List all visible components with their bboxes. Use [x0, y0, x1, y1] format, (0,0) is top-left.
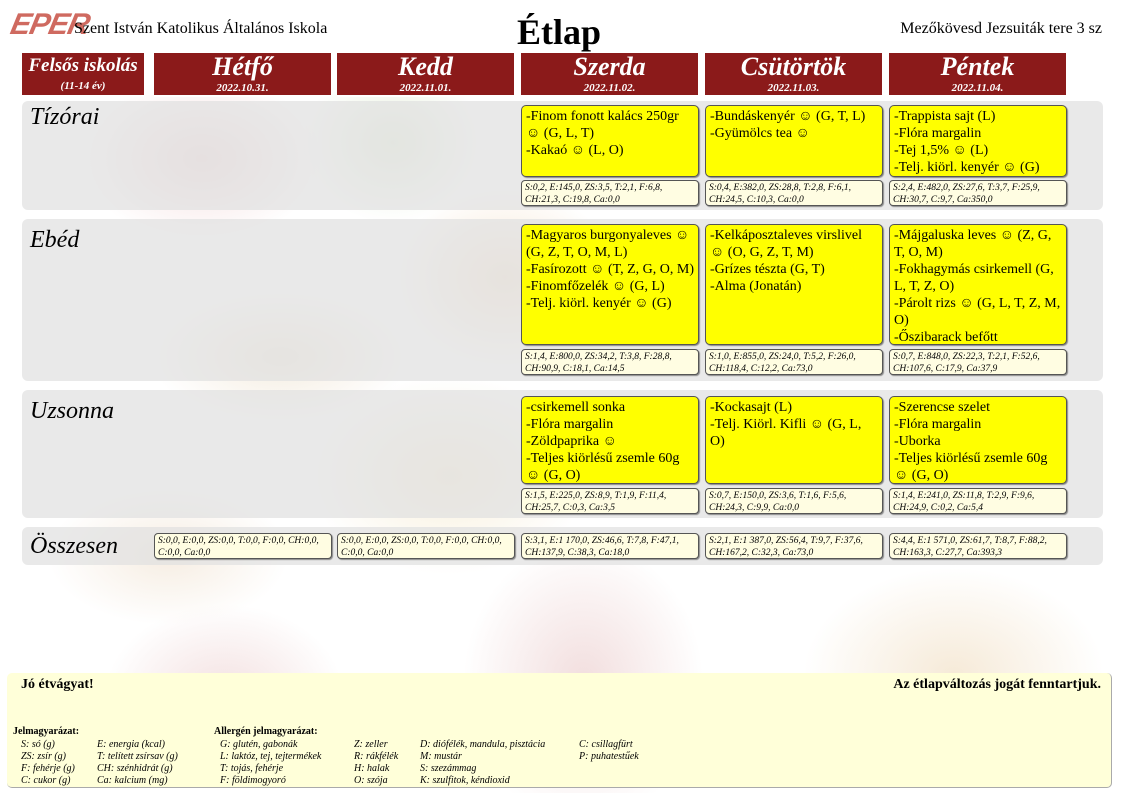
- day-name: Szerda: [573, 52, 646, 81]
- allergen-entry: F: földimogyoró: [220, 775, 286, 786]
- day-date: 2022.11.03.: [767, 82, 820, 94]
- nutrition-wednesday-tizorai: S:0,2, E:145,0, ZS:3,5, T:2,1, F:6,8, CH:21,3, C:19,8, Ca:0,0: [521, 180, 699, 206]
- day-header-monday: [154, 53, 331, 97]
- allergen-entry: S: szezámmag: [420, 763, 477, 774]
- page-title: Étlap: [517, 12, 602, 52]
- menu-wednesday-uzsonna: [521, 396, 699, 484]
- menu-item: -Telj. kiörl. kenyér ☺ (G): [526, 296, 672, 311]
- menu-item: (G, Z, T, O, M, L): [526, 245, 628, 260]
- legend-entry: F: fehérje (g): [21, 763, 75, 774]
- menu-item: -Flóra margalin: [526, 417, 614, 432]
- menu-item: -Finomfőzelék ☺ (G, L): [526, 279, 665, 294]
- allergen-entry: P: puhatestűek: [579, 751, 639, 762]
- menu-thursday-uzsonna: [705, 396, 883, 484]
- menu-item: -Telj. Kiörl. Kifli ☺ (G, L,: [710, 417, 862, 432]
- group-age: (11-14 év): [60, 80, 106, 92]
- menu-item: -Bundáskenyér ☺ (G, T, L): [710, 109, 866, 124]
- total-friday: S:4,4, E:1 571,0, ZS:61,7, T:8,7, F:88,2, CH:163,3, C:27,7, Ca:393,3: [889, 533, 1067, 559]
- allergen-column: [420, 739, 545, 787]
- menu-item: -Szerencse szelet: [894, 400, 990, 415]
- allergen-entry: G: glutén, gabonák: [220, 739, 298, 750]
- school-name: Szent István Katolikus Általános Iskola: [74, 20, 328, 37]
- legend-entry: S: só (g): [21, 739, 55, 750]
- legend-entry: CH: szénhidrát (g): [97, 763, 173, 774]
- menu-item: L, T, Z, O): [894, 279, 955, 294]
- day-name: Csütörtök: [740, 52, 847, 81]
- menu-item: -Uborka: [894, 434, 941, 449]
- menu-item: ☺ (O, G, Z, T, M): [710, 245, 814, 260]
- legend-title: Jelmagyarázat:: [13, 726, 80, 737]
- day-date: 2022.10.31.: [216, 82, 269, 94]
- allergen-entry: L: laktóz, tej, tejtermékek: [220, 751, 322, 762]
- legend-entry: E: energia (kcal): [97, 739, 165, 750]
- menu-item: T, O, M): [894, 245, 943, 260]
- allergen-entry: Z: zeller: [354, 739, 388, 750]
- nutrition-friday-tizorai: S:2,4, E:482,0, ZS:27,6, T:3,7, F:25,9, CH:30,7, C:9,7, Ca:350,0: [889, 180, 1067, 206]
- menu-item: O): [894, 313, 909, 328]
- school-address: Mezőkövesd Jezsuiták tere 3 sz: [900, 20, 1102, 37]
- day-date: 2022.11.01.: [399, 82, 452, 94]
- day-date: 2022.11.04.: [951, 82, 1004, 94]
- menu-item: -Őszibarack befőtt: [894, 330, 998, 345]
- allergen-column: [579, 739, 639, 763]
- menu-thursday-ebed: [705, 224, 883, 345]
- legend-entry: ZS: zsír (g): [21, 751, 67, 762]
- meal-label-ebed: Ebéd: [30, 227, 80, 253]
- menu-wednesday-tizorai: [521, 105, 699, 177]
- allergen-column: [354, 739, 398, 787]
- allergen-entry: K: szulfitok, kéndioxid: [420, 775, 510, 786]
- menu-friday-uzsonna: [889, 396, 1067, 484]
- day-header-thursday: [705, 53, 882, 97]
- day-header-wednesday: [521, 53, 698, 97]
- menu-item: -Kockasajt (L): [710, 400, 793, 415]
- menu-item: -Fasírozott ☺ (T, Z, G, O, M): [526, 262, 695, 277]
- nutrition-thursday-uzsonna: S:0,7, E:150,0, ZS:3,6, T:1,6, F:5,6, CH:24,3, C:9,9, Ca:0,0: [705, 488, 883, 514]
- menu-wednesday-ebed: [521, 224, 699, 345]
- menu-item: ☺ (G, O): [526, 468, 581, 483]
- legend-column: [97, 739, 178, 787]
- menu-friday-tizorai: [889, 105, 1067, 177]
- menu-thursday-tizorai: [705, 105, 883, 177]
- nutrition-wednesday-ebed: S:1,4, E:800,0, ZS:34,2, T:3,8, F:28,8, CH:90,9, C:18,1, Ca:14,5: [521, 349, 699, 375]
- school-logo: EPER: [7, 8, 93, 41]
- allergen-column: [220, 739, 321, 787]
- meal-label-uzsonna: Uzsonna: [30, 398, 115, 424]
- legend-entry: T: telített zsírsav (g): [97, 751, 178, 762]
- allergen-entry: R: rákfélék: [354, 751, 399, 762]
- allergen-entry: M: mustár: [420, 751, 462, 762]
- menu-item: ☺ (G, O): [894, 468, 949, 483]
- menu-item: -Teljes kiörlésű zsemle 60g: [526, 451, 680, 466]
- nutrition-friday-ebed: S:0,7, E:848,0, ZS:22,3, T:2,1, F:52,6, CH:107,6, C:17,9, Ca:37,9: [889, 349, 1067, 375]
- day-header-friday: [889, 53, 1066, 97]
- menu-friday-ebed: [889, 224, 1067, 345]
- menu-item: O): [710, 434, 725, 449]
- total-wednesday: S:3,1, E:1 170,0, ZS:46,6, T:7,8, F:47,1, CH:137,9, C:38,3, Ca:18,0: [521, 533, 699, 559]
- allergen-entry: T: tojás, fehérje: [220, 763, 284, 774]
- nutrition-thursday-ebed: S:1,0, E:855,0, ZS:24,0, T:5,2, F:26,0, CH:118,4, C:12,2, Ca:73,0: [705, 349, 883, 375]
- menu-item: -Trappista sajt (L): [894, 109, 996, 124]
- day-header-tuesday: [337, 53, 514, 97]
- allergen-entry: D: diófélék, mandula, pisztácia: [420, 739, 546, 750]
- legend-entry: C: cukor (g): [21, 775, 71, 786]
- menu-item: -Magyaros burgonyaleves ☺: [526, 228, 690, 243]
- menu-item: -csirkemell sonka: [526, 400, 626, 415]
- allergen-entry: H: halak: [354, 763, 390, 774]
- menu-item: -Fokhagymás csirkemell (G,: [894, 262, 1054, 277]
- menu-item: -Alma (Jonatán): [710, 279, 802, 294]
- day-name: Hétfő: [212, 52, 273, 81]
- menu-item: -Tej 1,5% ☺ (L): [894, 143, 989, 158]
- day-date: 2022.11.02.: [583, 82, 636, 94]
- group-header: [22, 53, 144, 97]
- allergen-entry: C: csillagfürt: [579, 739, 633, 750]
- allergen-entry: O: szója: [354, 775, 388, 786]
- total-tuesday: S:0,0, E:0,0, ZS:0,0, T:0,0, F:0,0, CH:0,0, C:0,0, Ca:0,0: [337, 533, 515, 559]
- menu-item: -Flóra margalin: [894, 417, 982, 432]
- nutrition-friday-uzsonna: S:1,4, E:241,0, ZS:11,8, T:2,9, F:9,6, CH:24,9, C:0,2, Ca:5,4: [889, 488, 1067, 514]
- allergen-legend-title: Allergén jelmagyarázat:: [214, 726, 318, 737]
- bon-appetit-text: Jó étvágyat!: [21, 677, 94, 692]
- menu-item: -Gyümölcs tea ☺: [710, 126, 810, 141]
- menu-item: -Zöldpaprika ☺: [526, 434, 617, 449]
- meal-label-osszesen: Összesen: [30, 533, 118, 559]
- menu-item: -Kakaó ☺ (L, O): [526, 143, 624, 158]
- menu-item: -Kelkáposztaleves virslivel: [710, 228, 863, 243]
- nutrition-wednesday-uzsonna: S:1,5, E:225,0, ZS:8,9, T:1,9, F:11,4, CH:25,7, C:0,3, Ca:3,5: [521, 488, 699, 514]
- menu-item: -Finom fonott kalács 250gr: [526, 109, 679, 124]
- menu-item: -Májgaluska leves ☺ (Z, G,: [894, 228, 1052, 243]
- disclaimer-text: Az étlapváltozás jogát fenntartjuk.: [893, 677, 1101, 692]
- menu-item: -Grízes tészta (G, T): [710, 262, 825, 277]
- menu-item: -Telj. kiörl. kenyér ☺ (G): [894, 160, 1040, 175]
- legend-entry: Ca: kalcium (mg): [97, 775, 168, 786]
- menu-item: -Párolt rizs ☺ (G, L, T, Z, M,: [894, 296, 1061, 311]
- menu-item: -Flóra margalin: [894, 126, 982, 141]
- meal-label-tizorai: Tízórai: [30, 104, 100, 130]
- menu-item: ☺ (G, L, T): [526, 126, 595, 141]
- total-monday: S:0,0, E:0,0, ZS:0,0, T:0,0, F:0,0, CH:0,0, C:0,0, Ca:0,0: [154, 533, 332, 559]
- day-name: Péntek: [940, 52, 1015, 81]
- footer-panel: [7, 673, 1112, 788]
- nutrition-thursday-tizorai: S:0,4, E:382,0, ZS:28,8, T:2,8, F:6,1, CH:24,5, C:10,3, Ca:0,0: [705, 180, 883, 206]
- total-thursday: S:2,1, E:1 387,0, ZS:56,4, T:9,7, F:37,6, CH:167,2, C:32,3, Ca:73,0: [705, 533, 883, 559]
- legend-column: [21, 739, 75, 787]
- menu-item: -Teljes kiörlésű zsemle 60g: [894, 451, 1048, 466]
- group-label: Felsős iskolás: [28, 55, 138, 76]
- day-name: Kedd: [398, 52, 453, 81]
